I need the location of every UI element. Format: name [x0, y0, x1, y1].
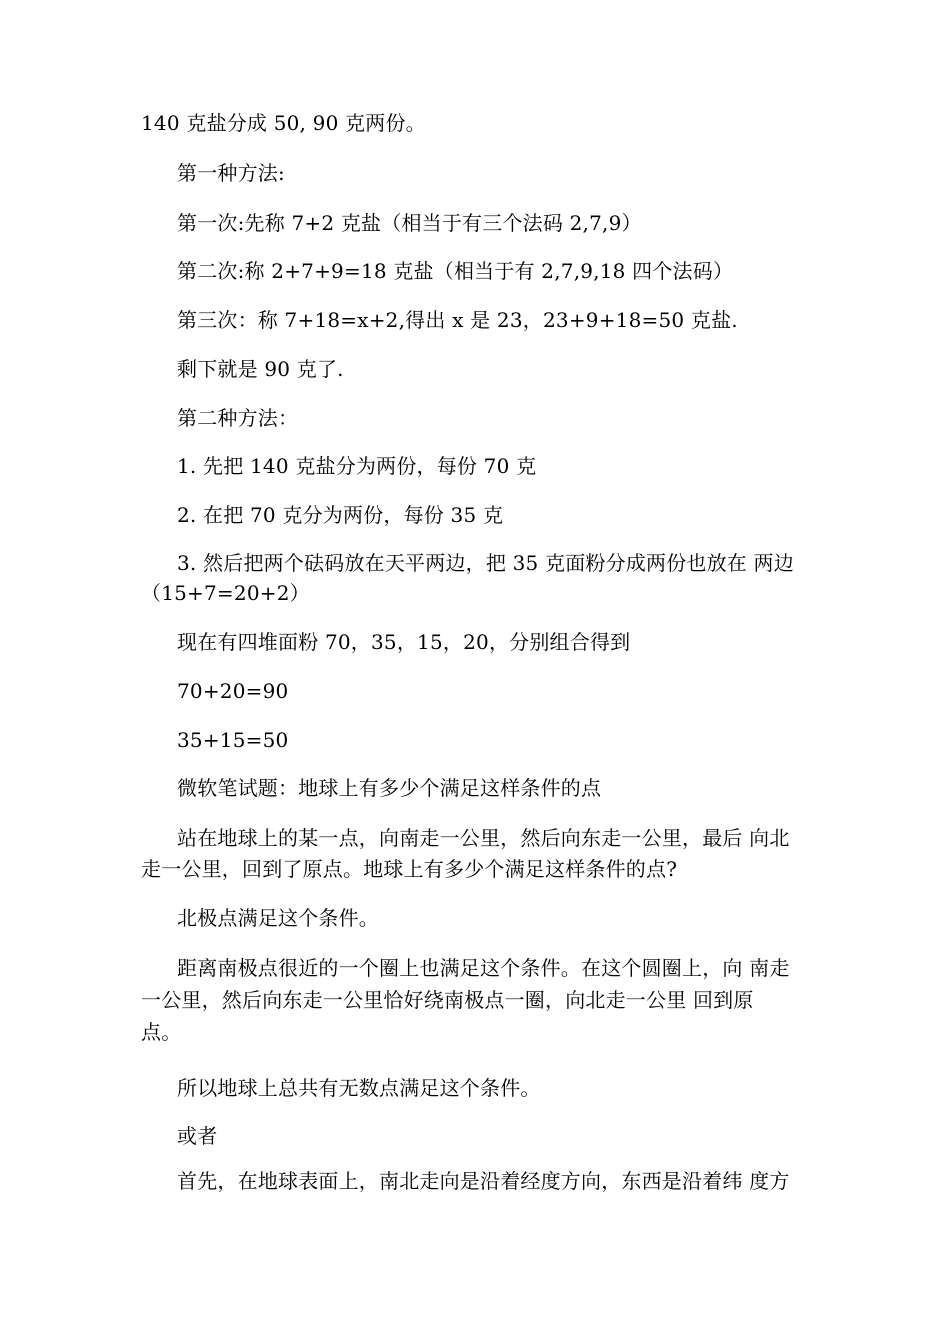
paragraph-line: 站在地球上的某一点，向南走一公里，然后向东走一公里，最后 向北: [177, 826, 790, 850]
section-heading: 第一种方法:: [177, 161, 285, 185]
equation-line: 35+15=50: [177, 728, 289, 752]
paragraph-line: 点。: [141, 1020, 182, 1044]
equation-line: 70+20=90: [177, 679, 289, 703]
paragraph-line: 现在有四堆面粉 70，35，15，20，分别组合得到: [177, 630, 631, 654]
paragraph-line: 第二次:称 2+7+9=18 克盐（相当于有 2,7,9,18 四个法码）: [177, 259, 734, 283]
paragraph-line: 走一公里，回到了原点。地球上有多少个满足这样条件的点?: [141, 857, 678, 881]
paragraph-line: 首先，在地球表面上，南北走向是沿着经度方向，东西是沿着纬 度方: [177, 1169, 790, 1193]
paragraph-line: 第一次:先称 7+2 克盐（相当于有三个法码 2,7,9）: [177, 211, 642, 235]
list-item: 1. 先把 140 克盐分为两份，每份 70 克: [177, 454, 537, 478]
list-item: 2. 在把 70 克分为两份，每份 35 克: [177, 503, 504, 527]
paragraph-line: 所以地球上总共有无数点满足这个条件。: [177, 1076, 541, 1100]
paragraph-line: 一公里，然后向东走一公里恰好绕南极点一圈，向北走一公里 回到原: [141, 988, 754, 1012]
paragraph-line: 或者: [177, 1124, 218, 1148]
list-item: 3. 然后把两个砝码放在天平两边，把 35 克面粉分成两份也放在 两边: [177, 551, 794, 575]
paragraph-line: 140 克盐分成 50, 90 克两份。: [141, 111, 426, 135]
section-heading: 第二种方法：: [177, 406, 299, 430]
paragraph-line: 剩下就是 90 克了.: [177, 357, 344, 381]
paragraph-line: 第三次：称 7+18=x+2,得出 x 是 23，23+9+18=50 克盐.: [177, 308, 738, 332]
paragraph-line: 距离南极点很近的一个圈上也满足这个条件。在这个圆圈上，向 南走: [177, 956, 790, 980]
paragraph-line: 北极点满足这个条件。: [177, 906, 379, 930]
paragraph-line: （15+7=20+2）: [141, 581, 310, 605]
section-heading: 微软笔试题：地球上有多少个满足这样条件的点: [177, 776, 602, 800]
